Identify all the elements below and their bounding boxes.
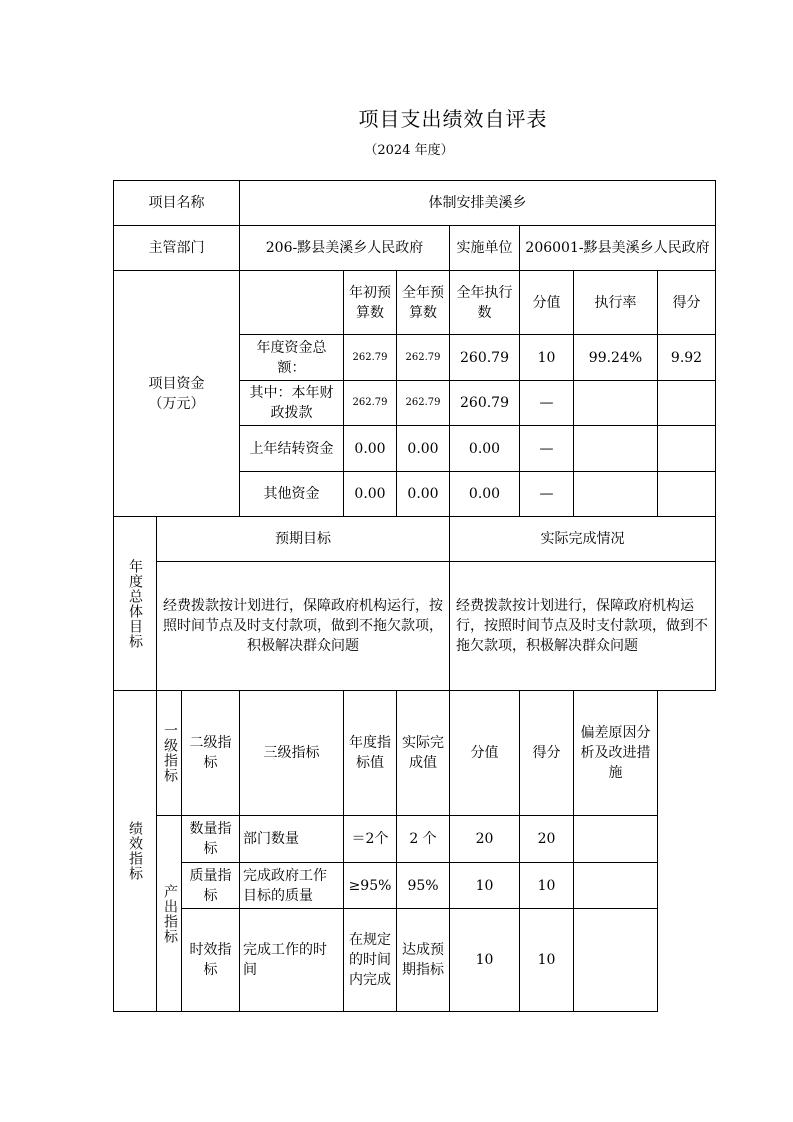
funds-row-score: 9.92 [658,335,716,381]
funds-row-rate: 99.24% [574,335,658,381]
project-name-value: 体制安排美溪乡 [240,181,716,226]
funds-row-executed: 0.00 [450,426,520,472]
indicator-score-value: 10 [450,863,520,909]
indicator-actual: 95% [397,863,450,909]
funds-row-rate [574,426,658,472]
funds-row-score [658,381,716,426]
actual-goal-text: 经费拨款按计划进行，保障政府机构运行，按照时间节点及时支付款项，做到不拖欠款项，积极解决群众问题 [450,562,716,691]
indicator-level2: 质量指标 [182,863,240,909]
indicator-target: ＝2个 [344,816,397,863]
indicator-deviation [574,863,658,909]
funds-row-rate [574,381,658,426]
funds-row-score-value: — [520,381,574,426]
funds-header-initial: 年初预算数 [344,271,397,335]
funds-row-initial: 0.00 [344,426,397,472]
funds-row-annual: 262.79 [397,335,450,381]
score-header: 得分 [520,691,574,816]
indicators-section-label: 绩效指标 [114,691,157,1012]
output-indicator-label: 产出指标 [157,816,182,1012]
expected-goal-label: 预期目标 [157,517,450,562]
indicator-level3: 完成工作的时间 [240,909,344,1012]
dept-label: 主管部门 [114,226,240,271]
indicator-level3: 完成政府工作目标的质量 [240,863,344,909]
funds-row-rate [574,472,658,517]
funds-header-rate: 执行率 [574,271,658,335]
project-name-row [114,181,716,226]
page-title: 项目支出绩效自评表 [358,107,548,131]
actual-header: 实际完成值 [397,691,450,816]
deviation-header: 偏差原因分析及改进措施 [574,691,658,816]
indicator-row [114,863,716,909]
level3-header: 三级指标 [240,691,344,816]
indicator-score: 10 [520,909,574,1012]
funds-header-executed: 全年执行数 [450,271,520,335]
indicator-score: 10 [520,863,574,909]
indicator-level2: 数量指标 [182,816,240,863]
funds-section-label: 项目资金（万元） [114,271,240,517]
funds-header-score-value: 分值 [520,271,574,335]
indicator-deviation [574,816,658,863]
indicator-level2: 时效指标 [182,909,240,1012]
impl-label: 实施单位 [450,226,520,271]
funds-row-annual: 0.00 [397,472,450,517]
funds-row-executed: 0.00 [450,472,520,517]
funds-row-executed: 260.79 [450,335,520,381]
level2-header: 二级指标 [182,691,240,816]
funds-row-annual: 262.79 [397,381,450,426]
actual-goal-label: 实际完成情况 [450,517,716,562]
project-name-label: 项目名称 [114,181,240,226]
goals-header-row [114,517,716,562]
funds-row-label: 上年结转资金 [240,426,344,472]
score-value-header: 分值 [450,691,520,816]
funds-row-label: 其中：本年财政拨款 [240,381,344,426]
funds-row-score [658,472,716,517]
funds-row-score-value: — [520,472,574,517]
indicators-header-row [114,691,716,816]
funds-row-executed: 260.79 [450,381,520,426]
indicator-score-value: 20 [450,816,520,863]
funds-row-score [658,426,716,472]
impl-value: 206001-黟县美溪乡人民政府 [520,226,716,271]
level1-header: 一级指标 [157,691,182,816]
target-header: 年度指标值 [344,691,397,816]
indicator-actual: 2 个 [397,816,450,863]
indicator-score: 20 [520,816,574,863]
funds-row-annual: 0.00 [397,426,450,472]
funds-row-label: 年度资金总额： [240,335,344,381]
funds-header-annual: 全年预算数 [397,271,450,335]
funds-row-initial: 262.79 [344,381,397,426]
funds-header-score: 得分 [658,271,716,335]
expected-goal-text: 经费拨款按计划进行，保障政府机构运行，按照时间节点及时支付款项，做到不拖欠款项，积极解决群众问题 [157,562,450,691]
performance-table [113,180,716,1012]
funds-row-score-value: — [520,426,574,472]
indicator-actual: 达成预期指标 [397,909,450,1012]
year-label: （2024 年度） [364,143,454,158]
dept-value: 206-黟县美溪乡人民政府 [240,226,450,271]
department-row [114,226,716,271]
indicator-target: ≥95% [344,863,397,909]
funds-row-score-value: 10 [520,335,574,381]
goals-section-label: 年度总体目标 [114,517,157,691]
indicator-deviation [574,909,658,1012]
goals-content-row [114,562,716,691]
indicator-row [114,816,716,863]
funds-header-row [114,271,716,335]
indicator-level3: 部门数量 [240,816,344,863]
indicator-target: 在规定的时间内完成 [344,909,397,1012]
funds-row-label: 其他资金 [240,472,344,517]
funds-header-blank [240,271,344,335]
funds-row-initial: 262.79 [344,335,397,381]
indicator-score-value: 10 [450,909,520,1012]
indicator-row [114,909,716,1012]
funds-row-initial: 0.00 [344,472,397,517]
